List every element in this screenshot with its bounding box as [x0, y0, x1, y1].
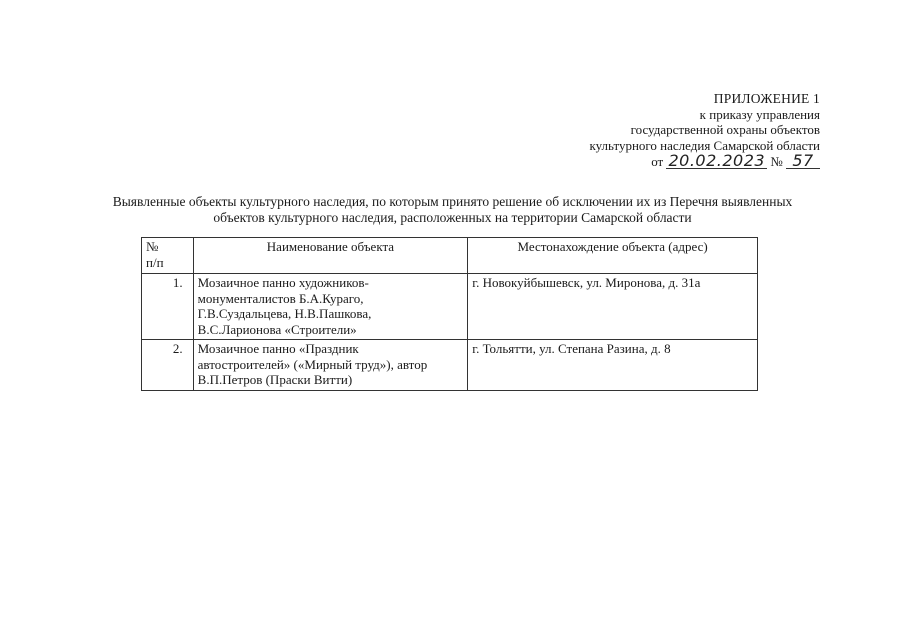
- heading-line-2: объектов культурного наследия, расположенных на территории Самарской области: [213, 210, 692, 225]
- object-name-line: монументалистов Б.А.Кураго,: [197, 290, 364, 306]
- column-header-number-abbr: п/п: [146, 254, 164, 270]
- document-heading: [60, 194, 845, 226]
- row-object-name: [193, 274, 468, 340]
- row-object-address: г. Тольятти, ул. Степана Разина, д. 8: [468, 340, 758, 391]
- row-number: 2.: [142, 340, 194, 391]
- object-name-line: Г.В.Суздальцева, Н.В.Пашкова,: [197, 306, 372, 321]
- column-header-number-sign: №: [146, 239, 159, 254]
- table-header-row: [142, 238, 758, 274]
- object-name-line: В.П.Петров (Праски Витти): [197, 372, 353, 387]
- appendix-line-region: культурного наследия Самарской области: [589, 137, 820, 153]
- table-row: [142, 340, 758, 391]
- number-prefix: №: [770, 154, 783, 169]
- object-name-line: Мозаичное панно «Праздник: [197, 341, 359, 356]
- row-number: 1.: [142, 274, 194, 340]
- handwritten-date: 20.02.2023: [668, 151, 766, 170]
- objects-table: [141, 237, 758, 391]
- object-name-line: Мозаичное панно художников-: [197, 275, 369, 290]
- table-row: [142, 274, 758, 340]
- heading-line-1: Выявленные объекты культурного наследия, по которым принято решение об исключении их из Перечня выявленных: [112, 194, 793, 209]
- date-prefix: от: [651, 154, 664, 169]
- object-name-line: автостроителей» («Мирный труд»), автор: [197, 356, 428, 372]
- row-object-name: [193, 340, 468, 391]
- appendix-line-order: к приказу управления: [699, 106, 820, 122]
- column-header-name: Наименование объекта: [193, 238, 468, 274]
- appendix-line-department: государственной охраны объектов: [630, 122, 820, 137]
- handwritten-number: 57: [786, 153, 820, 169]
- appendix-date-line: [520, 153, 820, 170]
- object-name-line: В.С.Ларионова «Строители»: [197, 321, 357, 337]
- column-header-address: Местонахождение объекта (адрес): [468, 238, 758, 274]
- appendix-title: ПРИЛОЖЕНИЕ 1: [713, 91, 820, 106]
- column-header-number: [142, 238, 194, 274]
- appendix-header: [520, 91, 820, 170]
- row-object-address: г. Новокуйбышевск, ул. Миронова, д. 31а: [468, 274, 758, 340]
